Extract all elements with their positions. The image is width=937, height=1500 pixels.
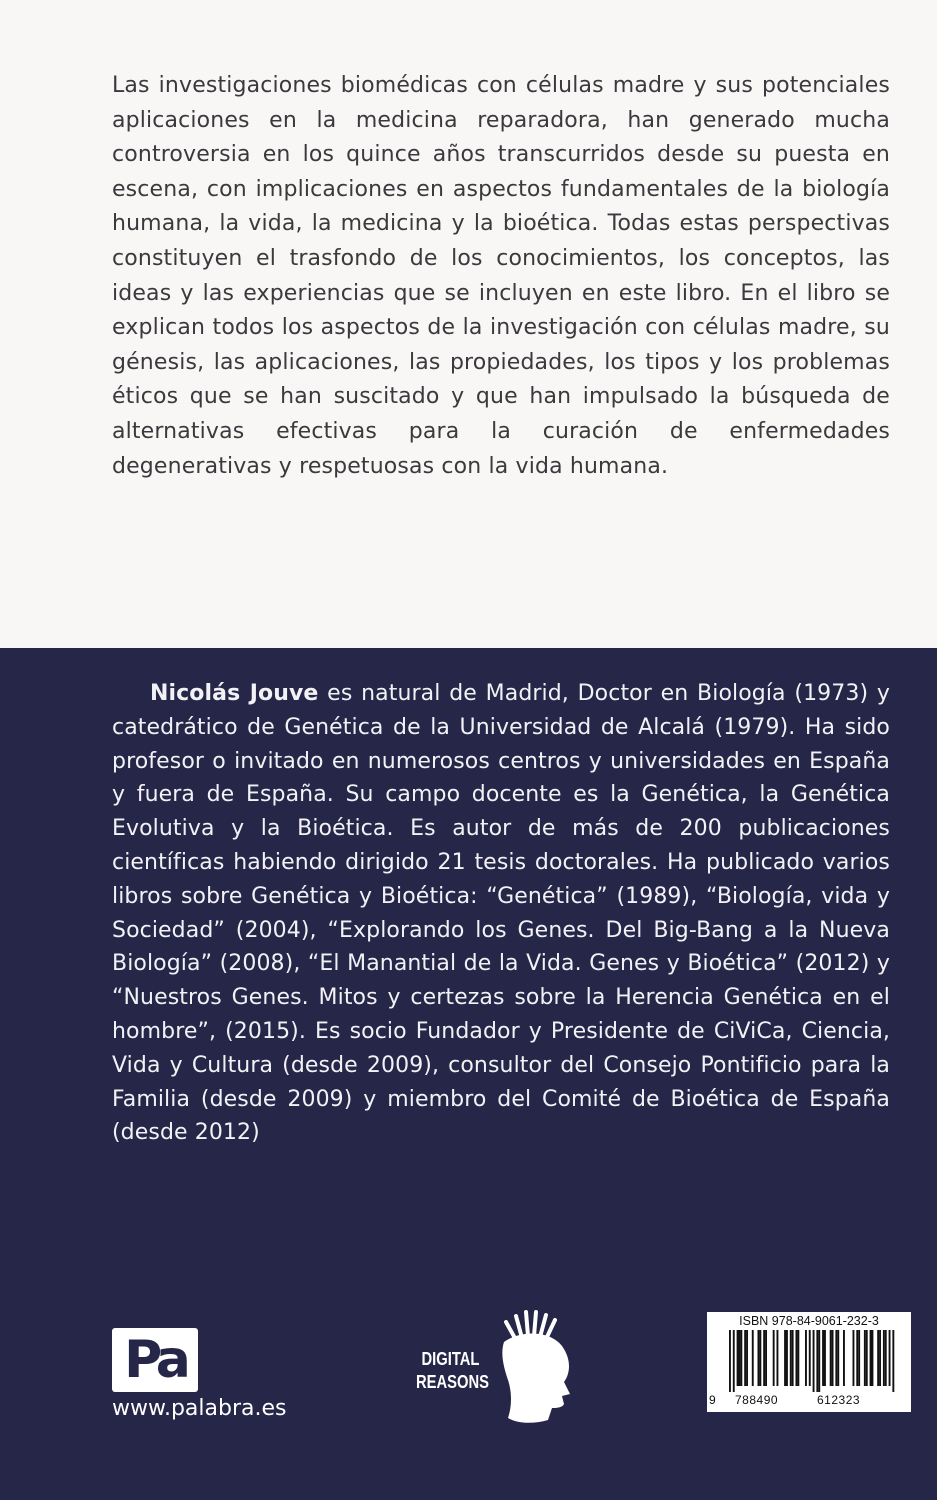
- barcode-bar: [885, 1330, 887, 1386]
- barcode-bar: [856, 1330, 858, 1386]
- barcode-bar: [879, 1330, 881, 1386]
- imprint-name: [416, 1348, 489, 1394]
- barcode-bar: [744, 1330, 746, 1386]
- imprint-line-1: DIGITAL: [421, 1349, 480, 1369]
- barcode-bar: [892, 1330, 894, 1392]
- barcode-bar: [758, 1330, 760, 1386]
- barcode-bar: [813, 1330, 815, 1392]
- author-biography: [112, 677, 890, 1150]
- barcode-bar: [816, 1330, 818, 1392]
- barcode-bar: [740, 1330, 742, 1386]
- barcode-bar: [830, 1330, 832, 1386]
- author-name: Nicolás Jouve: [150, 681, 319, 706]
- barcode-bar: [805, 1330, 807, 1386]
- barcode-bar: [889, 1330, 891, 1386]
- barcode-bar: [818, 1330, 820, 1392]
- barcode-bar: [746, 1330, 748, 1386]
- author-bio-text: es natural de Madrid, Doctor en Biología (1973) y catedrático de Genética de la Universidad de Alcalá (1979). Ha sido profesor o invitado en numerosos centros y universidades en España y fuera de España. Su campo docente es la Genética, la Genética Evolutiva y la Bioética. Es autor de más de 200 publicaciones científicas habiendo dirigido 21 tesis doctorales. Ha publicado varios libros sobre Genética y Bioética: “Genética” (1989), “Biología, vida y Sociedad” (2004), “Explorando los Genes. Del Big-Bang a la Nueva Biología” (2008), “El Manantial de la Vida. Genes y Bioética” (2012) y “Nuestros Genes. Mitos y certezas sobre la Herencia Genética en el hombre”, (2015). Es socio Fundador y Presidente de CiViCa, Ciencia, Vida y Cultura (desde 2009), consultor del Consejo Pontificio para la Familia (desde 2009) y miembro del Comité de Bioética de España (desde 2012): [112, 681, 891, 1146]
- publisher-url[interactable]: www.palabra.es: [112, 1396, 287, 1421]
- barcode-bar: [872, 1330, 874, 1386]
- barcode-bar: [858, 1330, 860, 1386]
- barcode-bar: [777, 1330, 779, 1386]
- barcode-bar: [786, 1330, 788, 1386]
- barcode-bar: [752, 1330, 754, 1386]
- barcode-bar: [853, 1330, 855, 1386]
- barcode-bar: [822, 1330, 824, 1386]
- barcode-bar: [835, 1330, 837, 1386]
- barcode-first-digit: 9: [709, 1393, 717, 1407]
- barcode-bar: [864, 1330, 866, 1386]
- barcode-bar: [765, 1330, 767, 1386]
- barcode-bar: [796, 1330, 798, 1386]
- barcode-bar: [763, 1330, 765, 1386]
- barcode-bar: [883, 1330, 885, 1386]
- imprint-line-2: REASONS: [416, 1372, 489, 1392]
- barcode-bar: [837, 1330, 839, 1386]
- barcode-bar: [870, 1330, 872, 1386]
- barcode-bar: [739, 1330, 741, 1386]
- barcode-bar: [832, 1330, 834, 1386]
- barcode-bars: [715, 1330, 903, 1392]
- barcode-bar: [792, 1330, 794, 1386]
- isbn-barcode: [707, 1312, 911, 1412]
- barcode-bar: [866, 1330, 868, 1386]
- barcode-bar: [790, 1330, 792, 1386]
- barcode-bar: [877, 1330, 879, 1386]
- barcode-bar: [733, 1330, 735, 1392]
- palabra-logo: Pa: [112, 1328, 198, 1392]
- barcode-right-digits: 612323: [817, 1393, 861, 1407]
- barcode-bar: [824, 1330, 826, 1386]
- barcode-bar: [729, 1330, 731, 1392]
- back-cover-top-section: [0, 0, 937, 648]
- isbn-label: ISBN 978-84-9061-232-3: [739, 1314, 879, 1328]
- back-cover-bottom-section: [0, 648, 937, 1500]
- barcode-bar: [773, 1330, 775, 1386]
- barcode-bar: [784, 1330, 786, 1386]
- barcode-bar: [759, 1330, 761, 1386]
- barcode-bar: [809, 1330, 811, 1386]
- barcode-bar: [737, 1330, 739, 1386]
- barcode-bar: [797, 1330, 799, 1386]
- barcode-left-digits: 788490: [735, 1393, 779, 1407]
- barcode-bar: [843, 1330, 845, 1386]
- book-synopsis: Las investigaciones biomédicas con células madre y sus potenciales aplicaciones en la medicina reparadora, han generado mucha controversia en los quince años transcurridos desde su puesta en escena, con implicaciones en aspectos fundamentales de la biología humana, la vida, la medicina y la bioética. Todas estas perspectivas constituyen el trasfondo de los conocimientos, los conceptos, las ideas y las experiencias que se incluyen en este libro. En el libro se explican todos los aspectos de la investigación con células madre, su génesis, las aplicaciones, las propiedades, los tipos y los problemas éticos que se han suscitado y que han impulsado la búsqueda de alternativas efectivas para la curación de enfermedades degenerativas y respetuosas con la vida humana.: [112, 73, 890, 479]
